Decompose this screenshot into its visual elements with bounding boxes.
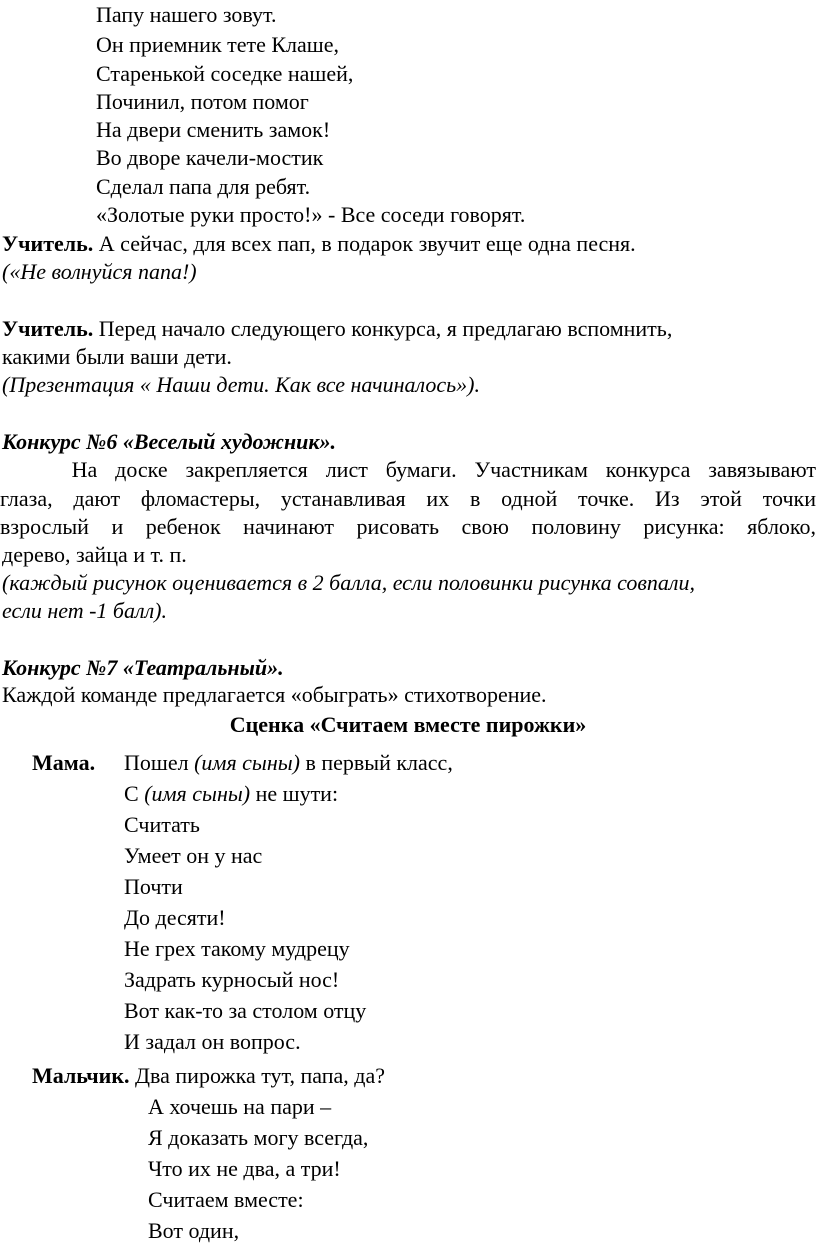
verse-line: И задал он вопрос. <box>124 1029 301 1054</box>
verse-line <box>124 783 338 805</box>
poem-line: Он приемник тете Клаше, <box>96 32 340 57</box>
contest-7-title: Конкурс №7 «Театральный». <box>2 655 284 680</box>
verse-line: Почти <box>124 874 183 899</box>
verse-line: Умеет он у нас <box>124 843 263 868</box>
speaker-label: Мальчик. <box>32 1063 130 1088</box>
contest-6-line: дерево, зайца и т. п. <box>2 542 187 567</box>
verse-line: Считаем вместе: <box>148 1187 304 1212</box>
contest-6-line: На доске закрепляется лист бумаги. Участникам конкурса завязывают <box>0 457 816 482</box>
verse-line: Что их не два, а три! <box>148 1156 341 1181</box>
contest-7-text: Каждой команде предлагается «обыграть» стихотворение. <box>2 682 547 707</box>
contest-6-line: взрослый и ребенок начинают рисовать свою половину рисунка: яблоко, <box>0 514 816 539</box>
stage-note: если нет -1 балл). <box>2 598 168 623</box>
verse-line <box>124 752 453 774</box>
poem-line: Папу нашего зовут. <box>96 2 277 27</box>
poem-line: Во дворе качели-мостик <box>96 145 324 170</box>
verse-text: в первый класс, <box>299 750 453 775</box>
speaker-label: Учитель. <box>2 231 94 256</box>
stage-note: («Не волнуйся папа!) <box>2 259 197 284</box>
verse-text: не шути: <box>250 781 339 806</box>
verse-line: А хочешь на пари – <box>148 1094 332 1119</box>
poem-line: Починил, потом помог <box>96 89 309 114</box>
speaker-label: Учитель. <box>2 316 94 341</box>
verse-line: До десяти! <box>124 905 226 930</box>
poem-line: Сделал папа для ребят. <box>96 174 311 199</box>
teacher-paragraph-1 <box>2 233 636 255</box>
paragraph-text: А сейчас, для всех пап, в подарок звучит еще одна песня. <box>93 231 636 256</box>
poem-line: Старенькой соседке нашей, <box>96 61 354 86</box>
stage-note: (имя сыны) <box>194 750 300 775</box>
verse-text: Два пирожка тут, папа, да? <box>129 1063 386 1088</box>
contest-6-line: глаза, дают фломастеры, устанавливая их в одной точке. Из этой точки <box>0 486 816 511</box>
verse-line: Не грех такому мудрецу <box>124 936 350 961</box>
verse-line: Считать <box>124 812 200 837</box>
poem-line: «Золотые руки просто!» - Все соседи говорят. <box>96 202 526 227</box>
scene-title: Сценка «Считаем вместе пирожки» <box>229 712 587 737</box>
stage-note: (каждый рисунок оценивается в 2 балла, если половинки рисунка совпали, <box>2 570 695 595</box>
verse-text: Пошел <box>124 750 195 775</box>
verse-line: Я доказать могу всегда, <box>148 1125 369 1150</box>
verse-line: Вот один, <box>148 1218 240 1243</box>
boy-first-line <box>32 1065 385 1087</box>
paragraph-text: какими были ваши дети. <box>2 344 232 369</box>
contest-6-title: Конкурс №6 «Веселый художник». <box>2 429 337 454</box>
poem-line: На двери сменить замок! <box>96 117 331 142</box>
stage-note: (имя сыны) <box>144 781 251 806</box>
verse-line: Вот как-то за столом отцу <box>124 998 367 1023</box>
stage-note: (Презентация « Наши дети. Как все начиналось»). <box>2 372 480 397</box>
verse-line: Задрать курносый нос! <box>124 967 340 992</box>
teacher-paragraph-2 <box>2 318 672 340</box>
verse-text: С <box>124 781 145 806</box>
paragraph-text: Перед начало следующего конкурса, я предлагаю вспомнить, <box>93 316 673 341</box>
speaker-label: Мама. <box>32 750 96 775</box>
